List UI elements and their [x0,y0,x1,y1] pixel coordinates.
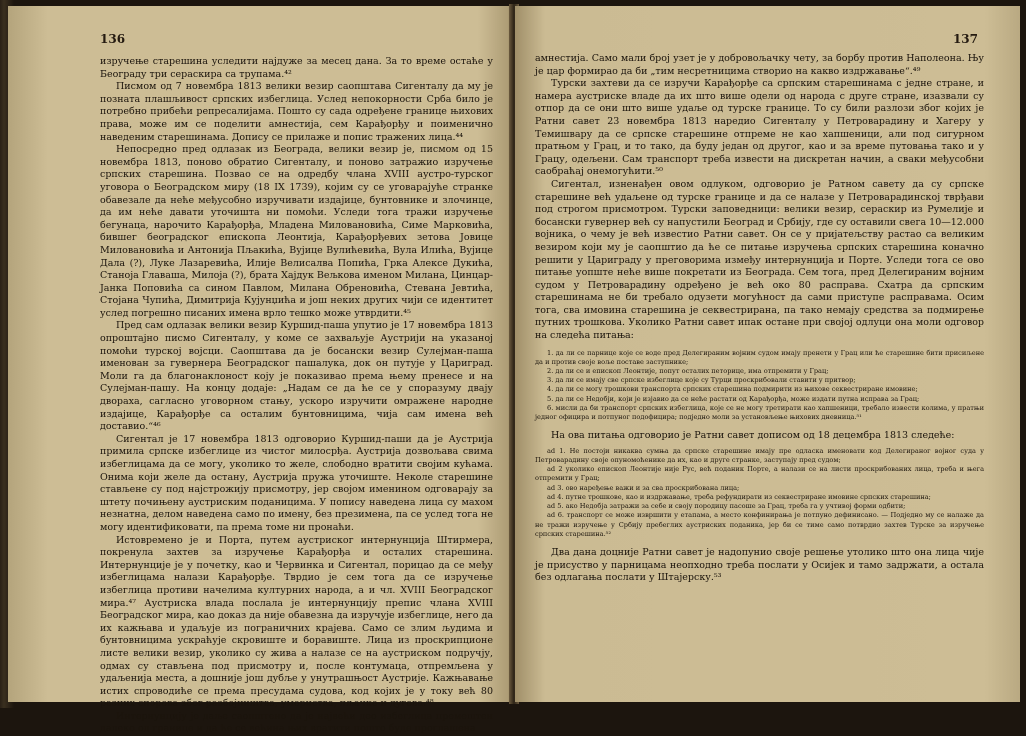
paragraph: Интернунцију је даље саопштено да је највећи део избеглица премештен далеко од границе и да ће се већина њих вратити пошто буде проглашена [100,710,493,735]
answer-intro-block [535,430,984,443]
paragraph: изручење старешина уследити најдуже за месец дана. За то време остаће у Београду три сераскира са трупама.⁴² [100,56,493,80]
paragraph: Писмом од 7 новембра 1813 велики везир саопштава Сигенталу да му је позната плашљивост српских избеглица. Услед непокорности Срба било је потребно прибећи репресалијама. Пошто су сада одређене границе њихових права, може им се поделити амнестија, сем Карађорђу и поименично наведеним старешинама. Допису се прилаже и попис тражених лица.⁴⁴ [100,81,493,143]
question-item: 2. да ли се и епископ Леонтије, попут осталих петорице, има отпремити у Грац; [547,367,829,376]
answer-item: ad 1. Не постоји никаква сумња да српске старешине имају пре одласка именовати код Делегираног војног суда у Петроварадину своје опуномоћенике да их, као и друге странке, заступају пред судом; [535,446,984,465]
page-number-right: 137 [952,32,978,46]
question-list [535,349,984,423]
question-item: 3. да ли се имају све српске избеглице које су Турци проскрибовали ставити у притвор; [547,376,856,385]
answer-item: ad 5. ако Недобја затражи за себе и своју породицу пасоше за Грац, треба га у учтивој форми одбити; [547,502,906,511]
question-item: 1. да ли се парнице које се воде пред Делегираним војним судом имају пренети у Грац или ће старешине бити присиљене да и против своје воље поставе заступнике; [535,348,984,366]
question-item: 6. мисли да би транспорт српских избеглица, које се не могу третирати као хапшеници, требало извести колима, у пратњи једног официра и потпуног подофицира; подједно моли за установљење њихових дневница.⁵¹ [535,403,984,422]
paragraph: Два дана доцније Ратни савет је надопунио своје решење утолико што она лица чије је присуство у парницама неопходно треба послати у Осијек и тамо задржати, а остала без одлагања послати у Штајерску.⁵³ [535,546,984,584]
answer-list [535,447,984,539]
paragraph: амнестија. Само мали број узет је у добровољачку чету, за борбу против Наполеона. Њу је цар формирао да би „тим несретницима створио на какво издржавање“.⁴⁹ [535,53,984,77]
paragraph: Сигентал, изненађен овом одлуком, одговорио је Ратном савету да су српске старешине већ удаљене од турске границе и да се налазе у Петроварадинској тврђави под строгом присмотром. Турски заповедници: велики везир, сераскир из Румелије и босански гувернер већ су напустили Београд и Србију, где су оставили свега 10—12.000 војника, о чему је већ известио Ратни савет. Он се у пријатељству растао са великим везиром који му је саопштио да ће се питање изручења српских старешина коначно решити у Цариграду у преговорима између интернунција и Порте. Уследи тога се ово питање уопште неће више покретати из Београда. Сем тога, пред Делегираним војним судом у Петроварадину одређено је већ око 80 расправа. Схатра да српским старешинама не би требало одузети могућност да сами приступе расправама. Осим тога, сва имовина старешина је секвестрирана, па тако немају средства за подмирење путних трошкова. Уколико Ратни савет ипак остане при својој одлуци она моли одговор на следећа питања: [535,178,984,342]
paragraph: Турски захтеви да се изручи Карађорђе са српским старешинама с једне стране, и намера аустриске владе да их што више одели од народа с друге стране, изазвали су отпор да се они што више удаље од турске границе. То су били разлози због којих је Ратни савет 23 новембра 1813 наредио Сигенталу у Петроварадину и Хагеру у Темишвару да се српске старешине отпреме не као хапшеници, али под сигурном пратњом у Грац, и то тако, да буду један од другог, као и за време путовања тако и у Грацу, одељени. Сам транспорт треба извести на дискретан начин, а сваки међусобни саобраћај онемогућити.⁵⁰ [535,78,984,178]
paragraph: Пред сам одлазак велики везир Куршид-паша упутио је 17 новембра 1813 опроштајно писмо Сигенталу, у коме се захваљује Аустрији на указаној помоћи турској војсци. Саопштава да је босански везир Сулејман-паша именован за гувернера Београдског пашалука, док он путује у Цариград. Моли га да благонаклоност коју је показивао према њему пренесе и на Сулејман-пашу. На концу додаје: „Надам се да ће се у споразуму двају двораха, сагласно уговорном стању, ускоро изручити омражене народне издајице, Карађорђе са осталим бунтовницима, чија сам имена већ доставио.“⁴⁶ [100,320,493,433]
paragraph: Истовремено је и Порта, путем аустриског интернунција Штирмера, покренула захтев за изручење Карађорђа и осталих старешина. Интернунције је у почетку, као и Червинка и Сигентал, порицао да се међу избеглицама налази Карађорђе. Тврдио је сем тога да се изручење избеглица противи начелима културних народа, а и чл. XVIII Београдског мира.⁴⁷ Аустриска влада послала је интернунцију препис члана XVIII Београдског мира, као доказ да није обавезна да изручује избеглице, него да их кажњава и удаљује из пограничних крајева. Само се злим људима и бунтовницима ускраћује скровиште и боравиште. Лица из проскрипционе листе велики везир, уколико су живa а налазе се на аустриском подручју, одмах су стављена под присмотру и, после контумаца, отпремљена у удаљенија места, а дошније још дубље у унутрашњост Аустрије. Кажњавање истих спроводиће се према пресудама судова, код којих је у току већ 80 разних спорова због разбојништва, умориства, пљачке и дугова.⁴⁸ [100,534,493,710]
answer-item: ad 4. путне трошкове, као и издржавање, треба рефундирати из секвестриране имовине српских старешина; [547,492,931,501]
question-item: 5. да ли се Недобји, који је изјавио да се неће растати од Карађорђа, може издати путна исправа за Грац; [547,394,920,403]
answer-item: ad 6. транспорт се може извршити у етапама, а место конфинирања је потпуно дефинисано. — Подједно му се налаже да не тражи изручење у Србију пребеглих аустриских поданика, јер би се тиме само потврдио захтев Турске за изручење српских старешина.⁵² [535,511,984,538]
page-number-left: 136 [100,32,126,46]
right-page [515,6,1020,702]
answer-item: ad 2 уколико епископ Леонтије није Рус, већ поданик Порте, а налази се на листи проскрибованих лица, треба и њега отпремити у Грац; [535,465,984,483]
paragraph: На ова питања одговорио је Ратни савет дописом од 18 децембра 1813 следеће: [551,430,955,442]
left-page [8,6,513,735]
left-page-text [100,56,493,736]
answer-item: ad 3. ово наређење важи и за сва проскрибована лица; [547,483,740,492]
final-paragraph-block [535,547,984,585]
paragraph: Непосредно пред одлазак из Београда, велики везир је, писмом од 15 новембра 1813, поново обратио Сигенталу, и поново затражио изручење српских старешина. Позвао се на одредбу члана XVIII аустро-турског уговора о Београдском миру (18 IX 1739), којим су се уговарајуће странке обавезале да неће међусобно изручивати издајице, бунтовнике и злочинце, да им неће давати уточишта ни помоћи. Уследи тога тражи изручење бегунаца, нарочито Карађорђа, Младена Миловановића, Симе Марковића, бившег београдског епископа Леонтија, Карађорђевих зетова Јовице Миловановића и Антонија Пљакића, Вујице Вулићевића, Вула Илића, Вујице Дала (?), Луке Лазаревића, Илије Велисалва Попића, Грка Алексе Дукића, Станоја Главаша, Милоја (?), брата Хајдук Вељкова именом Милана, Цинцар-Јанка Поповића са сином Павлом, Милана Обреновића, Стевана Јевтића, Стојана Чупића, Димитрија Кујунџића и још неких других чији се идентитет услед погрешно писаних имена врло тешко може утврдити.⁴⁵ [100,144,493,319]
question-item: 4. да ли се могу трошкови транспорта српских старешина подмирити из њихове секвестриране имовине; [547,385,918,394]
paragraph: Сигентал је 17 новембра 1813 одговорио Куршид-паши да је Аустрија примила српске избеглице из чистог милосрђа. Аустрија дозвољава свима избеглицама да се могу, уколико то желе, слободно вратити својим кућама. Онима који желе да остану, Аустрија пружа уточиште. Неколе старешине стављене су под најстрожију присмотру, јер својом именином одговарају за штету почињену аустриским поданицима. У попису наведена лица су махом незнатна, делом наведена само по имену, без презимена, па се услед тога не могу идентификовати, па према томе ни пронаћи. [100,433,493,533]
right-page-text [535,53,984,343]
